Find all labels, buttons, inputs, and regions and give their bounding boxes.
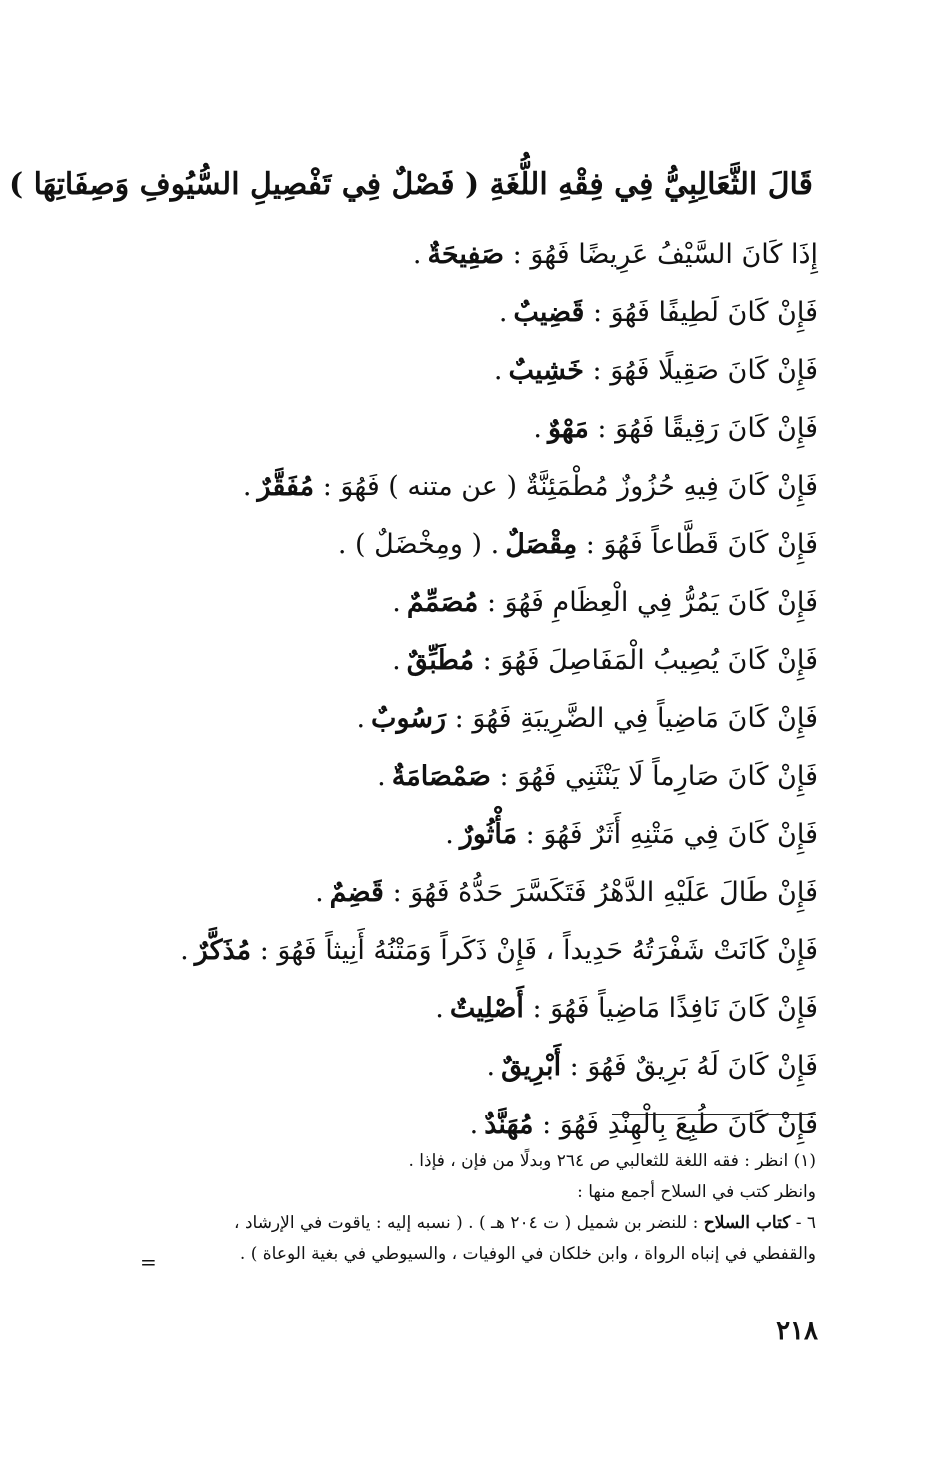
- list-item: فَإِنْ كَانَ لَطِيفًا فَهُوَ : قَضِيبٌ.: [498, 297, 818, 328]
- section-heading: [8, 156, 813, 207]
- continuation-mark: =: [140, 1250, 157, 1274]
- sword-term: صَمْصَامَةٌ: [391, 761, 491, 792]
- sword-term: مَهْوٌ: [547, 413, 589, 444]
- sword-term: قَضِمٌ: [329, 877, 384, 908]
- sword-term: مُذَكَّرٌ: [194, 935, 252, 966]
- list-item: فَإِنْ كَانَ قَطَّاعاً فَهُوَ : مِقْصَلٌ. ( ومِخْضَلٌ ) .: [337, 529, 818, 560]
- list-item: فَإِنْ كَانَ يَمُرُّ فِي الْعِظَامِ فَهُوَ : مُصَمِّمٌ.: [392, 587, 818, 618]
- sword-term: مِقْصَلٌ: [505, 529, 578, 560]
- footnotes: [126, 1146, 816, 1270]
- sword-term: أَصْلِيتٌ: [449, 993, 524, 1024]
- list-item: فَإِنْ كَانَ فِي مَتْنِهِ أَثَرٌ فَهُوَ : مَأْثُورٌ.: [445, 819, 818, 850]
- sword-term: رَسُوبٌ: [371, 703, 447, 734]
- sword-term: مَأْثُورٌ: [459, 819, 518, 850]
- sword-term: خَشِيبٌ: [508, 355, 584, 386]
- list-item: فَإِنْ طَالَ عَلَيْهِ الدَّهْرُ فَتَكَسَّرَ حَدُّهُ فَهُوَ : قَضِمٌ.: [315, 877, 818, 908]
- sword-terms-list: [138, 228, 818, 1156]
- footnote-line: (١) انظر : فقه اللغة للثعالبي ص ٢٦٤ وبدلًا من فإن ، فإذا .: [408, 1151, 816, 1171]
- footnote-line: والقفطي في إنباه الرواة ، وابن خلكان في الوفيات ، والسيوطي في بغية الوعاة ) .: [239, 1244, 816, 1264]
- list-item: فَإِنْ كَانَ رَقِيقًا فَهُوَ : مَهْوٌ.: [533, 413, 818, 444]
- footnote-line: وانظر كتب في السلاح أجمع منها :: [577, 1182, 816, 1202]
- heading-text: قَالَ الثَّعَالِبِيُّ فِي فِقْهِ اللُّغَةِ ( فَصْلٌ فِي تَفْصِيلِ السُّيُوفِ وَصِفَاتِهَا ): [8, 167, 813, 202]
- list-item: فَإِنْ كَانَ نَافِذًا مَاضِياً فَهُوَ : أَصْلِيتٌ.: [435, 993, 818, 1024]
- list-item: فَإِنْ كَانَتْ شَفْرَتُهُ حَدِيداً ، فَإِنْ ذَكَراً وَمَتْنُهُ أَنِيثاً فَهُوَ : مُذَكَّرٌ.: [180, 935, 818, 966]
- list-item: فَإِنْ كَانَ صَارِماً لَا يَنْثَنِي فَهُوَ : صَمْصَامَةٌ.: [377, 761, 818, 792]
- list-item: فَإِنْ كَانَ مَاضِياً فِي الضَّرِيبَةِ فَهُوَ : رَسُوبٌ.: [356, 703, 818, 734]
- sword-term: صَفِيحَةٌ: [427, 239, 505, 270]
- list-item: فَإِنْ كَانَ يُصِيبُ الْمَفَاصِلَ فَهُوَ : مُطَبِّقٌ.: [392, 645, 818, 676]
- footnote-separator: [612, 1114, 816, 1115]
- sword-term: مُصَمِّمٌ: [406, 587, 479, 618]
- sword-term: قَضِيبٌ: [513, 297, 585, 328]
- sword-term: مُطَبِّقٌ: [406, 645, 475, 676]
- list-item: فَإِنْ كَانَ صَقِيلًا فَهُوَ : خَشِيبٌ.: [493, 355, 818, 386]
- list-item: فَإِنْ كَانَ فِيهِ حُزُوزٌ مُطْمَئِنَّةٌ ( عن متنه ) فَهُوَ : مُفَقَّرٌ.: [242, 471, 818, 502]
- page-number: ٢١٨: [776, 1316, 818, 1346]
- list-item: فَإِنْ كَانَ لَهُ بَرِيقٌ فَهُوَ : أَبْرِيقٌ.: [486, 1051, 818, 1082]
- sword-term: أَبْرِيقٌ: [501, 1051, 562, 1082]
- list-item: إِذَا كَانَ السَّيْفُ عَرِيضًا فَهُوَ : صَفِيحَةٌ.: [412, 239, 818, 270]
- sword-term: مُفَقَّرٌ: [257, 471, 315, 502]
- book-title: كتاب السلاح: [703, 1213, 791, 1233]
- sword-term: مُهَنَّدٌ: [484, 1109, 534, 1140]
- list-item: فَإِنْ كَانَ طُبِعَ بِالْهِنْدِ فَهُوَ : مُهَنَّدٌ.: [469, 1109, 818, 1140]
- footnote-line: ٦ - كتاب السلاح : للنضر بن شميل ( ت ٢٠٤ هـ ) . ( نسبه إليه : ياقوت في الإرشاد ،: [234, 1213, 816, 1233]
